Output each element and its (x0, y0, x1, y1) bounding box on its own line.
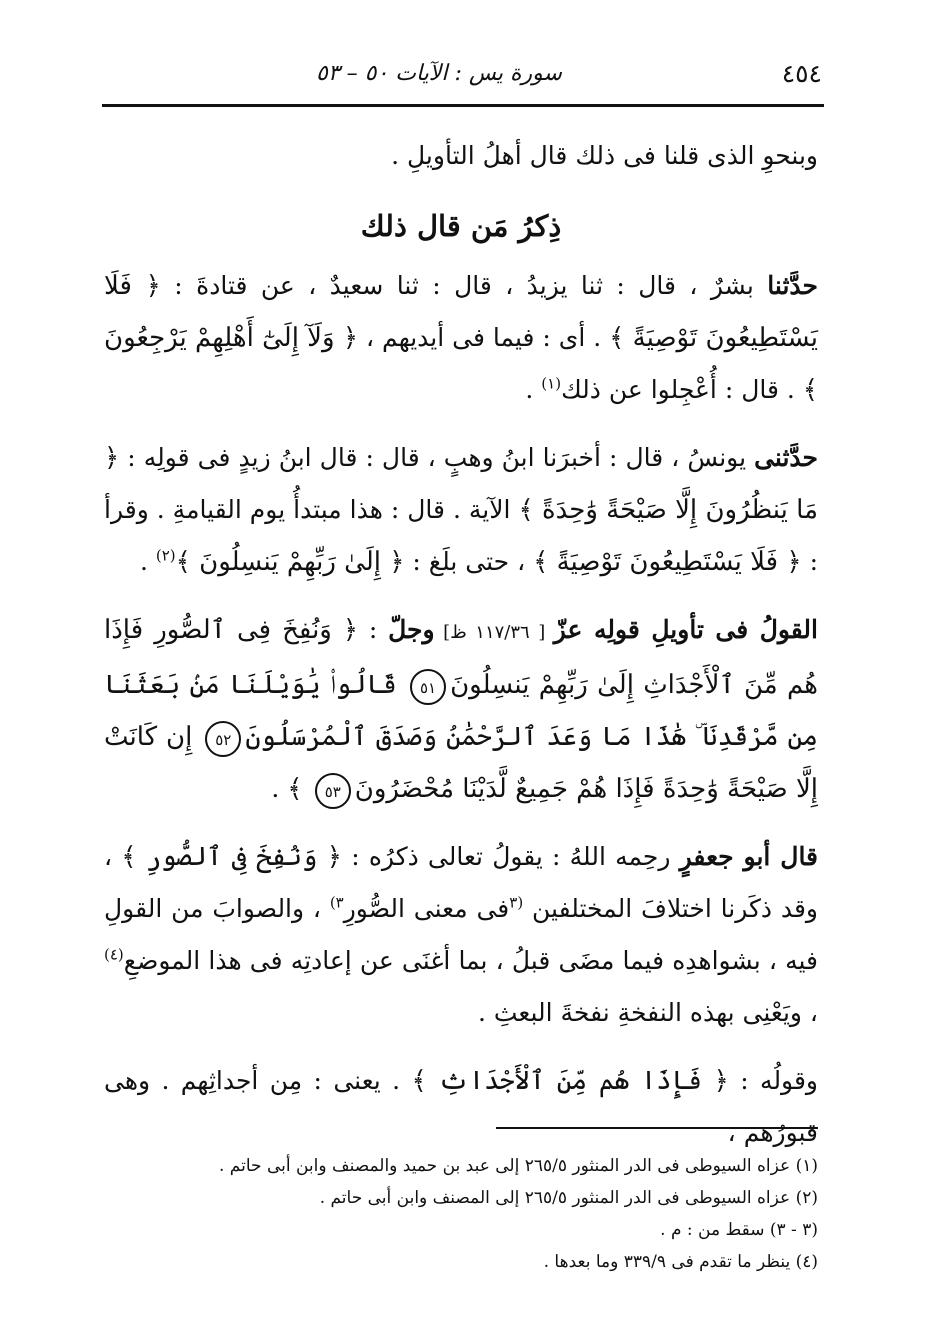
paragraph-text: . (525, 375, 542, 404)
quran-quote: ﴿ وَنُفِخَ فِى ٱلصُّورِ فَإِذَا هُم مِّنَ ٱلْأَجْدَاثِ إِلَىٰ رَبِّهِمْ يَنسِلُونَ (104, 615, 818, 700)
paragraph-text: . أى : فيما فى أيديهم ، (358, 323, 610, 352)
footnote-4: (٤) ينظر ما تقدم فى ٣٣٩/٩ وما بعدها . (543, 1252, 818, 1272)
paragraph-1 (104, 260, 818, 416)
running-title: سورة يس : الآيات ٥٠ – ٥٣ (316, 60, 562, 86)
paragraph-3 (104, 604, 818, 815)
ayah-number-mark: ٥١ (410, 669, 446, 705)
paragraph-text: . (271, 774, 288, 803)
paragraph-text: : (358, 615, 389, 644)
paragraph-text: وقولُه : (728, 1066, 819, 1095)
quran-quote: ﴿ إِلَىٰ رَبِّهِمْ يَنسِلُونَ ﴾ (175, 547, 405, 577)
intro-paragraph: وبنحوِ الذى قلنا فى ذلك قال أهلُ التأويلِ . (391, 141, 818, 170)
quran-quote: ﴿ فَلَا يَسْتَطِيعُونَ تَوْصِيَةً ﴾ (533, 547, 802, 577)
paragraph-text: ، حتى بلَغ : (404, 547, 534, 576)
paragraph-text: . (139, 547, 156, 576)
ayah-number-mark: ٥٣ (315, 773, 351, 809)
paragraph-text: . قال : أُعْجِلوا عن ذلك (561, 375, 803, 404)
paragraph-lead: حدَّثنا (767, 271, 818, 300)
paragraph-5 (104, 1055, 818, 1159)
footnote-1: (١) عزاه السيوطى فى الدر المنثور ٢٦٥/٥ إلى عبد بن حميد والمصنف وابن أبى حاتم . (219, 1156, 818, 1176)
quran-quote: ﴿ فَلَا يَسْتَطِيعُونَ تَوْصِيَةً ﴾ (104, 271, 818, 353)
footnote-2: (٢) عزاه السيوطى فى الدر المنثور ٢٦٥/٥ إلى المصنف وابن أبى حاتم . (319, 1188, 818, 1208)
paragraph-text: ، والصوابَ من القولِ فيه ، بشواهدِه فيما مضَى قبلُ ، بما أغنَى عن إعادتِه فى هذا الموضعِ (104, 894, 818, 975)
paragraph-text: فى معنى الصُّورِ (343, 894, 510, 923)
quran-quote: قَالُوا۟ يَٰوَيْلَنَا مَنۢ بَعَثَنَا مِن مَّرْقَدِنَا ۜ هَٰذَا مَا وَعَدَ ٱلرَّحْمَٰنُ وَصَدَقَ ٱلْمُرْسَلُونَ (104, 670, 818, 752)
paragraph-lead: وجلّ (388, 615, 435, 644)
paragraph-text: بشرٌ ، قال : ثنا يزيدُ ، قال : ثنا سعيدٌ ، عن قتادةَ : (160, 271, 768, 300)
paragraph-text: . يعنى : مِن أجداثِهم . وهى قبورُهم ، (104, 1066, 818, 1147)
footnote-marker: (٣ (509, 893, 524, 912)
page-number: ٤٥٤ (781, 58, 822, 88)
footnote-marker: (٤) (104, 945, 124, 964)
page-body (104, 130, 818, 1159)
manuscript-reference: [ ١١٧/٣٦ ظ] (434, 622, 554, 643)
ayah-number-mark: ٥٢ (205, 721, 241, 757)
quran-quote: إِن كَانَتْ إِلَّا صَيْحَةً وَٰحِدَةً فَإِذَا هُمْ جَمِيعٌ لَّدَيْنَا مُحْضَرُونَ (104, 722, 818, 804)
quran-quote: ﴿ وَلَآ إِلَىٰٓ أَهْلِهِمْ يَرْجِعُونَ ﴾ (104, 323, 818, 405)
section-heading: ذِكرُ مَن قال ذلك (360, 209, 562, 243)
paragraph-2 (104, 432, 818, 588)
paragraph-text: الآية . قال : هذا مبتدأُ يوم القيامةِ . وقرأ : (104, 495, 818, 576)
quran-quote: ﴿ فَإِذَا هُم مِّنَ ٱلْأَجْدَاثِ ﴾ (411, 1066, 729, 1096)
quran-quote: ﴾ (287, 774, 311, 804)
paragraph-text: ، ويَعْنِى بهذه النفخةِ نفخةَ البعثِ . (477, 998, 818, 1027)
page-header (104, 52, 822, 94)
footnote-marker: (١) (541, 374, 562, 393)
quran-quote: ﴿ وَنُفِخَ فِى ٱلصُّورِ ﴾ (121, 842, 343, 872)
paragraph-text: رحِمه اللهُ : يقولُ تعالى ذكرُه : (342, 842, 680, 871)
paragraph-lead: حدَّثنى (754, 443, 818, 472)
paragraph-text: يونسُ ، قال : أخبرَنا ابنُ وهبٍ ، قال : قال ابنُ زيدٍ فى قولِه : (119, 443, 755, 472)
footnote-marker: ٣) (329, 893, 344, 912)
paragraph-text: ، وقد ذكَرنا اختلافَ المختلفين (104, 842, 819, 923)
paragraph-lead: القولُ فى تأويلِ قولِه عزّ (553, 615, 818, 644)
paragraph-lead: قال أبو جعفرٍ (679, 842, 819, 871)
header-divider (102, 104, 824, 107)
paragraph-4 (104, 831, 818, 1039)
footnotes (104, 1150, 818, 1278)
quran-quote: ﴿ مَا يَنظُرُونَ إِلَّا صَيْحَةً وَٰحِدَةً ﴾ (104, 443, 818, 525)
footnote-marker: (٢) (155, 546, 176, 565)
footnote-3: (٣ - ٣) سقط من : م . (660, 1220, 818, 1240)
footnote-divider (496, 1127, 818, 1129)
